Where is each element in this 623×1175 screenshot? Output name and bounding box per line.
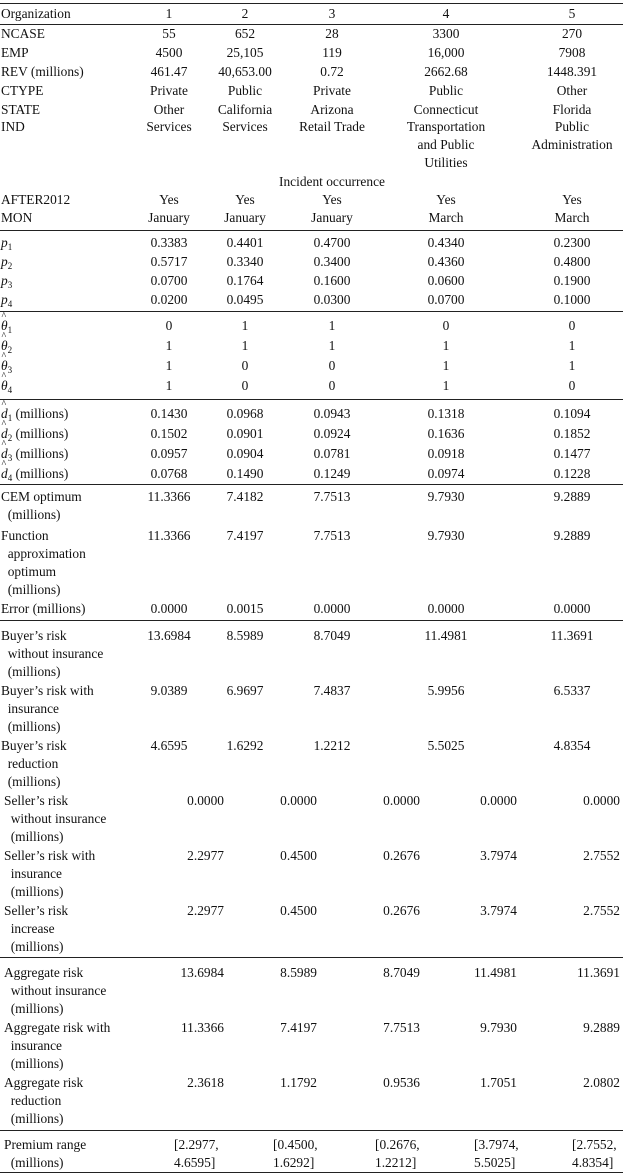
table-cell: Public <box>227 83 263 98</box>
symbol-subscript: 4 <box>7 385 13 395</box>
symbol-subscript: 2 <box>7 433 13 443</box>
symbol: ^ d <box>1 405 8 423</box>
table-cell: 11.3366 <box>147 528 191 543</box>
table-cell: 2.2977 <box>187 903 224 918</box>
table-cell: Arizona <box>310 102 354 117</box>
symbol-subscript: 2 <box>7 261 13 271</box>
table-cell: 4.8354] <box>572 1155 614 1170</box>
table-cell: 0.3383 <box>150 235 188 250</box>
table-cell: [2.7552, <box>572 1137 617 1152</box>
table-cell: Other <box>153 102 185 117</box>
table-cell: 0.4700 <box>313 235 351 250</box>
table-cell: 0.1000 <box>553 292 591 307</box>
table-cell: 13.6984 <box>180 965 224 980</box>
table-cell: 7.4197 <box>226 528 264 543</box>
symbol-suffix: (millions) <box>12 466 69 481</box>
row-label: MON <box>1 210 33 225</box>
symbol-subscript: 2 <box>7 345 13 355</box>
symbol: ^ d <box>1 425 8 443</box>
table-cell: 1 <box>568 358 576 373</box>
row-label: AFTER2012 <box>1 192 71 207</box>
symbol: p <box>1 273 8 288</box>
row-label: reduction <box>1 756 59 771</box>
symbol-label <box>1 253 12 271</box>
table-cell: Yes <box>159 192 179 207</box>
row-label: (millions) <box>4 1111 64 1126</box>
symbol-subscript: 4 <box>7 473 13 483</box>
table-cell: Services <box>222 119 268 134</box>
row-label: (millions) <box>4 1001 64 1016</box>
table-cell: 8.7049 <box>313 628 351 643</box>
row-label: without insurance <box>1 646 104 661</box>
table-cell: [2.2977, <box>174 1137 219 1152</box>
symbol: ^ d <box>1 445 8 463</box>
table-cell: California <box>217 102 273 117</box>
table-cell: 13.6984 <box>147 628 191 643</box>
table-cell: 0.4800 <box>553 254 591 269</box>
row-label: Buyer’s risk <box>1 738 67 753</box>
row-label: (millions) <box>1 582 61 597</box>
row-label: Premium range <box>4 1137 87 1152</box>
table-cell: 4 <box>442 6 450 21</box>
table-cell: Florida <box>552 102 592 117</box>
table-cell: 1 <box>328 338 336 353</box>
table-cell: 0.1228 <box>553 466 591 481</box>
row-label: (millions) <box>1 507 61 522</box>
table-cell: 1 <box>442 378 450 393</box>
row-label: insurance <box>4 1038 63 1053</box>
table-cell: 0.0000 <box>313 601 351 616</box>
table-cell: 3 <box>328 6 336 21</box>
table-cell: 0.72 <box>320 64 344 79</box>
table-cell: 0.9536 <box>383 1075 420 1090</box>
table-cell: 4.6595 <box>150 738 188 753</box>
table-cell: Connecticut <box>413 102 479 117</box>
table-cell: 0.1477 <box>553 446 591 461</box>
table-cell: 16,000 <box>427 45 465 60</box>
table-rule <box>0 484 623 485</box>
table-cell: 0.0781 <box>313 446 351 461</box>
table-cell: Services <box>146 119 192 134</box>
table-cell: 0.0300 <box>313 292 351 307</box>
table-cell: 8.7049 <box>383 965 420 980</box>
table-cell: 3.7974 <box>480 903 517 918</box>
table-cell: 0.0768 <box>150 466 188 481</box>
table-cell: 0.0015 <box>226 601 264 616</box>
table-cell: March <box>428 210 464 225</box>
table-cell: 0.4500 <box>280 903 317 918</box>
table-cell: 0.0901 <box>226 426 264 441</box>
row-label: Seller’s risk <box>4 793 69 808</box>
table-cell: 0.0000 <box>480 793 517 808</box>
table-cell: 1 <box>165 338 173 353</box>
table-rule <box>0 311 623 312</box>
table-cell: Private <box>313 83 351 98</box>
table-cell: 0.0943 <box>313 406 351 421</box>
table-cell: 0 <box>568 318 576 333</box>
row-label: without insurance <box>4 811 107 826</box>
table-cell: 1 <box>165 378 173 393</box>
table-rule <box>0 1172 623 1173</box>
row-label: Function <box>1 528 49 543</box>
table-rule <box>0 957 623 958</box>
row-label: Error (millions) <box>1 601 86 616</box>
table-cell: 0.4360 <box>427 254 465 269</box>
table-cell: 6.5337 <box>553 683 591 698</box>
row-label: (millions) <box>4 1155 64 1170</box>
table-cell: 9.2889 <box>553 489 591 504</box>
table-cell: 1448.391 <box>546 64 598 79</box>
symbol-suffix: (millions) <box>12 426 69 441</box>
row-label: (millions) <box>4 829 64 844</box>
table-cell: 9.7930 <box>480 1020 517 1035</box>
table-cell: 0.4401 <box>226 235 264 250</box>
table-cell: 8.5989 <box>226 628 264 643</box>
table-cell: 0.2300 <box>553 235 591 250</box>
symbol: ^ θ <box>1 337 8 355</box>
table-cell: 0.0000 <box>280 793 317 808</box>
row-label: REV (millions) <box>1 64 84 79</box>
table-cell: 1 <box>241 338 249 353</box>
table-cell: 7.4197 <box>280 1020 317 1035</box>
table-cell: 2.7552 <box>583 848 620 863</box>
table-cell: 0 <box>241 378 249 393</box>
table-cell: 0.0700 <box>150 273 188 288</box>
table-cell: 270 <box>561 26 583 41</box>
row-label: insurance <box>4 866 63 881</box>
row-label: Seller’s risk <box>4 903 69 918</box>
table-cell: 0.0200 <box>150 292 188 307</box>
table-cell: 1 <box>442 338 450 353</box>
table-cell: Utilities <box>424 155 468 170</box>
symbol-subscript: 3 <box>7 280 13 290</box>
table-cell: 2.3618 <box>187 1075 224 1090</box>
table-cell: 0.0000 <box>383 793 420 808</box>
table-cell: 1 <box>165 6 173 21</box>
table-cell: 0.0000 <box>150 601 188 616</box>
table-cell: 9.7930 <box>427 489 465 504</box>
table-cell: 0.0904 <box>226 446 264 461</box>
table-cell: 0.1600 <box>313 273 351 288</box>
symbol-label <box>1 445 68 463</box>
table-cell: 652 <box>234 26 256 41</box>
table-cell: 0.0924 <box>313 426 351 441</box>
row-label: CEM optimum <box>1 489 82 504</box>
table-cell: 0.1094 <box>553 406 591 421</box>
symbol: ^ d <box>1 465 8 483</box>
table-cell: 2.7552 <box>583 903 620 918</box>
table-cell: 7.4837 <box>313 683 351 698</box>
table-cell: 0.3340 <box>226 254 264 269</box>
table-cell: 11.3366 <box>147 489 191 504</box>
table-cell: Yes <box>562 192 582 207</box>
row-label: optimum <box>1 564 57 579</box>
row-label: Buyer’s risk <box>1 628 67 643</box>
table-cell: 28 <box>325 26 339 41</box>
table-cell: 4.6595] <box>174 1155 216 1170</box>
table-cell: [3.7974, <box>474 1137 519 1152</box>
symbol-label <box>1 272 12 290</box>
table-cell: 1.2212] <box>375 1155 417 1170</box>
row-label: Aggregate risk with <box>4 1020 111 1035</box>
table-cell: 11.3691 <box>576 965 620 980</box>
table-cell: 0.1249 <box>313 466 351 481</box>
row-label: insurance <box>1 701 60 716</box>
symbol-subscript: 4 <box>7 299 13 309</box>
table-cell: 0 <box>165 318 173 333</box>
table-cell: and Public <box>417 137 475 152</box>
table-cell: 7.7513 <box>313 528 351 543</box>
table-cell: 40,653.00 <box>218 64 272 79</box>
row-label: reduction <box>4 1093 62 1108</box>
table-cell: Yes <box>436 192 456 207</box>
table-cell: 1 <box>568 338 576 353</box>
symbol-label <box>1 425 68 443</box>
table-cell: Transportation <box>406 119 486 134</box>
table-cell: 0.5717 <box>150 254 188 269</box>
table-cell: 0.1900 <box>553 273 591 288</box>
table-cell: 9.0389 <box>150 683 188 698</box>
symbol-subscript: 3 <box>7 453 13 463</box>
table-cell: 0.0000 <box>187 793 224 808</box>
symbol-subscript: 3 <box>7 365 13 375</box>
table-cell: 0.0000 <box>553 601 591 616</box>
row-label: increase <box>4 921 55 936</box>
table-cell: 0.1490 <box>226 466 264 481</box>
symbol-suffix: (millions) <box>12 406 69 421</box>
table-cell: January <box>148 210 190 225</box>
table-cell: 0.2676 <box>383 903 420 918</box>
table-cell: 6.9697 <box>226 683 264 698</box>
table-cell: 3.7974 <box>480 848 517 863</box>
table-cell: 1 <box>328 318 336 333</box>
table-cell: 0 <box>328 358 336 373</box>
table-cell: 7908 <box>558 45 586 60</box>
row-label: Aggregate risk <box>4 965 84 980</box>
table-cell: 1.7051 <box>480 1075 517 1090</box>
table-cell: Administration <box>531 137 613 152</box>
table-cell: 0.0974 <box>427 466 465 481</box>
table-cell: Incident occurrence <box>279 174 385 189</box>
table-cell: 0.0918 <box>427 446 465 461</box>
symbol-label <box>1 405 68 423</box>
row-label: (millions) <box>1 719 61 734</box>
table-cell: 9.7930 <box>427 528 465 543</box>
row-label: approximation <box>1 546 86 561</box>
table-cell: 1.1792 <box>280 1075 317 1090</box>
table-cell: 5.9956 <box>427 683 465 698</box>
row-label: CTYPE <box>1 83 44 98</box>
symbol: p <box>1 254 8 269</box>
table-cell: Other <box>556 83 588 98</box>
table-cell: 0.1764 <box>226 273 264 288</box>
row-label: Seller’s risk with <box>4 848 96 863</box>
symbol: ^ θ <box>1 377 8 395</box>
table-cell: 0.0495 <box>226 292 264 307</box>
table-cell: 0.2676 <box>383 848 420 863</box>
table-cell: 0.1430 <box>150 406 188 421</box>
symbol-label <box>1 377 12 395</box>
table-cell: 1 <box>165 358 173 373</box>
table-rule <box>0 399 623 400</box>
table-cell: 0.0600 <box>427 273 465 288</box>
table-cell: 9.2889 <box>583 1020 620 1035</box>
table-cell: Retail Trade <box>299 119 365 134</box>
row-label: (millions) <box>4 939 64 954</box>
table-cell: 0.0000 <box>583 793 620 808</box>
row-label: IND <box>1 119 25 134</box>
table-cell: 0.4500 <box>280 848 317 863</box>
row-label: EMP <box>1 45 29 60</box>
table-cell: 2 <box>241 6 249 21</box>
row-label: STATE <box>1 102 41 117</box>
table-cell: 119 <box>322 45 342 60</box>
row-label: (millions) <box>4 1056 64 1071</box>
table-cell: 0.1636 <box>427 426 465 441</box>
table-rule <box>0 230 623 231</box>
table-cell: 25,105 <box>226 45 264 60</box>
row-label: NCASE <box>1 26 45 41</box>
table-rule <box>0 3 623 4</box>
table-cell: 1.2212 <box>313 738 351 753</box>
table-cell: 0 <box>328 378 336 393</box>
table-cell: 1.6292 <box>226 738 264 753</box>
table-cell: 5 <box>568 6 576 21</box>
symbol-label <box>1 291 12 309</box>
table-cell: 0 <box>442 318 450 333</box>
row-label: Aggregate risk <box>4 1075 84 1090</box>
table-cell: 5.5025 <box>427 738 465 753</box>
table-cell: 0.3400 <box>313 254 351 269</box>
symbol-subscript: 1 <box>7 325 13 335</box>
table-cell: 2.2977 <box>187 848 224 863</box>
symbol: p <box>1 292 8 307</box>
table-cell: 9.2889 <box>553 528 591 543</box>
symbol-suffix: (millions) <box>12 446 69 461</box>
symbol-label <box>1 234 12 252</box>
table-cell: 0 <box>568 378 576 393</box>
table-cell: Public <box>428 83 464 98</box>
table-cell: 11.4981 <box>473 965 517 980</box>
table-cell: 7.7513 <box>383 1020 420 1035</box>
table-cell: 4500 <box>155 45 183 60</box>
table-cell: 0 <box>241 358 249 373</box>
table-cell: 11.3366 <box>180 1020 224 1035</box>
table-cell: 0.0700 <box>427 292 465 307</box>
table-rule <box>0 1130 623 1131</box>
table-cell: 461.47 <box>150 64 188 79</box>
table-rule <box>0 620 623 621</box>
row-label: (millions) <box>1 664 61 679</box>
table-cell: January <box>224 210 266 225</box>
table-cell: 2662.68 <box>424 64 468 79</box>
table-cell: 0.1502 <box>150 426 188 441</box>
table-cell: [0.4500, <box>273 1137 318 1152</box>
table-cell: 0.0968 <box>226 406 264 421</box>
table-cell: Yes <box>322 192 342 207</box>
symbol-subscript: 1 <box>7 242 13 252</box>
table-cell: 55 <box>162 26 176 41</box>
symbol-label <box>1 465 68 483</box>
table-cell: 11.3691 <box>550 628 594 643</box>
row-label: (millions) <box>4 884 64 899</box>
table-cell: [0.2676, <box>375 1137 420 1152</box>
symbol-subscript: 1 <box>7 413 13 423</box>
table-cell: Private <box>150 83 188 98</box>
table-cell: January <box>311 210 353 225</box>
table-cell: 0.0000 <box>427 601 465 616</box>
table-cell: 0.0957 <box>150 446 188 461</box>
table-cell: 11.4981 <box>424 628 468 643</box>
symbol: ^ θ <box>1 357 8 375</box>
table-cell: 0.4340 <box>427 235 465 250</box>
table-cell: 0.1318 <box>427 406 465 421</box>
table-cell: 1 <box>241 318 249 333</box>
symbol: ^ θ <box>1 317 8 335</box>
table-cell: 7.7513 <box>313 489 351 504</box>
table-cell: Yes <box>235 192 255 207</box>
table-cell: March <box>554 210 590 225</box>
table-cell: 1 <box>442 358 450 373</box>
row-label: Organization <box>1 6 71 21</box>
table-cell: Public <box>554 119 590 134</box>
table-cell: 1.6292] <box>273 1155 315 1170</box>
table-cell: 7.4182 <box>226 489 264 504</box>
row-label: without insurance <box>4 983 107 998</box>
symbol: p <box>1 235 8 250</box>
table-cell: 4.8354 <box>553 738 591 753</box>
table-cell: 3300 <box>432 26 460 41</box>
row-label: Buyer’s risk with <box>1 683 94 698</box>
table-cell: 2.0802 <box>583 1075 620 1090</box>
row-label: (millions) <box>1 774 61 789</box>
table-cell: 8.5989 <box>280 965 317 980</box>
table-cell: 5.5025] <box>474 1155 516 1170</box>
table-cell: 0.1852 <box>553 426 591 441</box>
